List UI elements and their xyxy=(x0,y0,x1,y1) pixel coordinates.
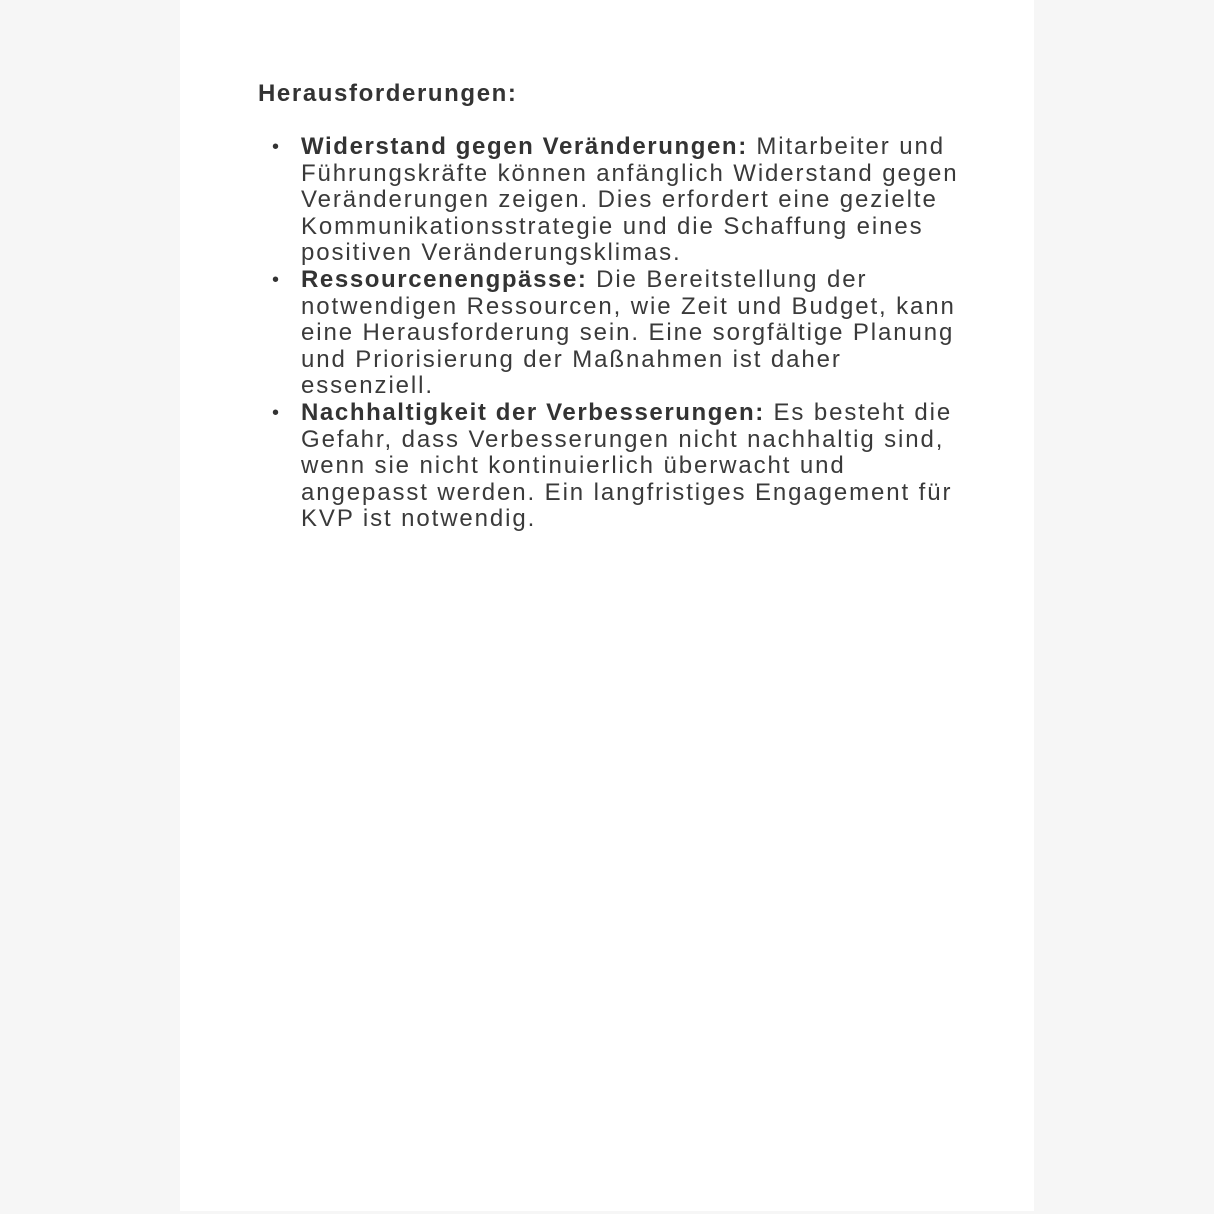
item-text: Mitarbeiter und Führungskräfte können anfänglich Widerstand gegen Veränderungen zeigen. Dies erfordert eine gezielte Kommunikationsstrategie und die Schaffung eines positiven Veränderungsklimas. xyxy=(301,133,959,267)
section-heading: Herausforderungen: xyxy=(258,80,518,107)
item-label: Ressourcenengpässe: xyxy=(301,265,588,293)
bullet-icon: • xyxy=(272,401,281,424)
item-text: Die Bereitstellung der notwendigen Ressourcen, wie Zeit und Budget, kann eine Herausforderung sein. Eine sorgfältige Planung und Priorisierung der Maßnahmen ist daher essenziell. xyxy=(301,265,956,400)
challenges-list xyxy=(258,134,978,533)
item-text: Es besteht die Gefahr, dass Verbesserungen nicht nachhaltig sind, wenn sie nicht kontinuierlich überwacht und angepasst werden. Ein langfristiges Engagement für KVP ist notwendig. xyxy=(301,398,953,533)
list-item xyxy=(258,400,961,533)
list-item xyxy=(258,134,961,267)
item-label: Widerstand gegen Veränderungen: xyxy=(301,133,748,160)
bullet-icon: • xyxy=(272,268,281,291)
bullet-icon: • xyxy=(272,136,281,158)
item-label: Nachhaltigkeit der Verbesserungen: xyxy=(301,398,765,426)
document-page xyxy=(180,0,1034,1211)
document-content xyxy=(258,78,978,533)
list-item xyxy=(258,267,961,400)
